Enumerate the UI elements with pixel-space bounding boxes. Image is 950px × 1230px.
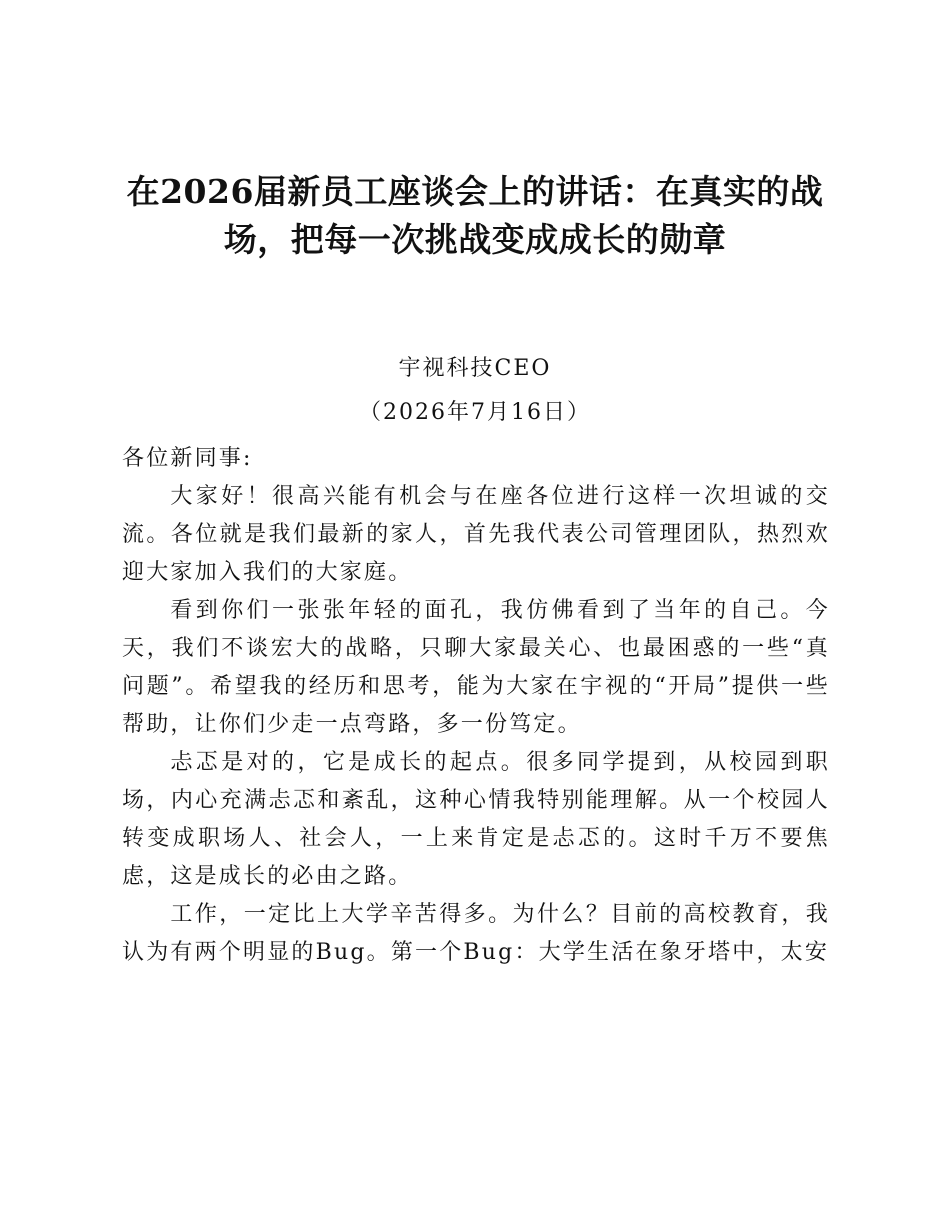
document-body — [122, 440, 830, 972]
salutation: 各位新同事: — [122, 446, 253, 471]
paragraph: 忐忑是对的，它是成长的起点。很多同学提到，从校园到职场，内心充满忐忑和紊乱，这种心情我特别能理解。从一个校园人转变成职场人、社会人，一上来肯定是忐忑的。这时千万不要焦虑，这是成长的必由之路。 — [122, 750, 830, 889]
document-date: （2026年7月16日） — [359, 400, 591, 425]
paragraph: 看到你们一张张年轻的面孔，我仿佛看到了当年的自己。今天，我们不谈宏大的战略，只聊大家最关心、也最困惑的一些“真问题”。希望我的经历和思考，能为大家在宇视的“开局”提供一些帮助，让你们少走一点弯路，多一份笃定。 — [122, 598, 830, 737]
paragraph: 大家好！很高兴能有机会与在座各位进行这样一次坦诚的交流。各位就是我们最新的家人，首先我代表公司管理团队，热烈欢迎大家加入我们的大家庭。 — [122, 484, 830, 585]
document-author: 宇视科技CEO — [398, 356, 552, 381]
document-title: 在2026届新员工座谈会上的讲话：在真实的战场，把每一次挑战变成成长的勋章 — [126, 172, 824, 259]
paragraph: 工作，一定比上大学辛苦得多。为什么？目前的高校教育，我认为有两个明显的Bug。第一个Bug：大学生活在象牙塔中，太安 — [122, 902, 830, 965]
